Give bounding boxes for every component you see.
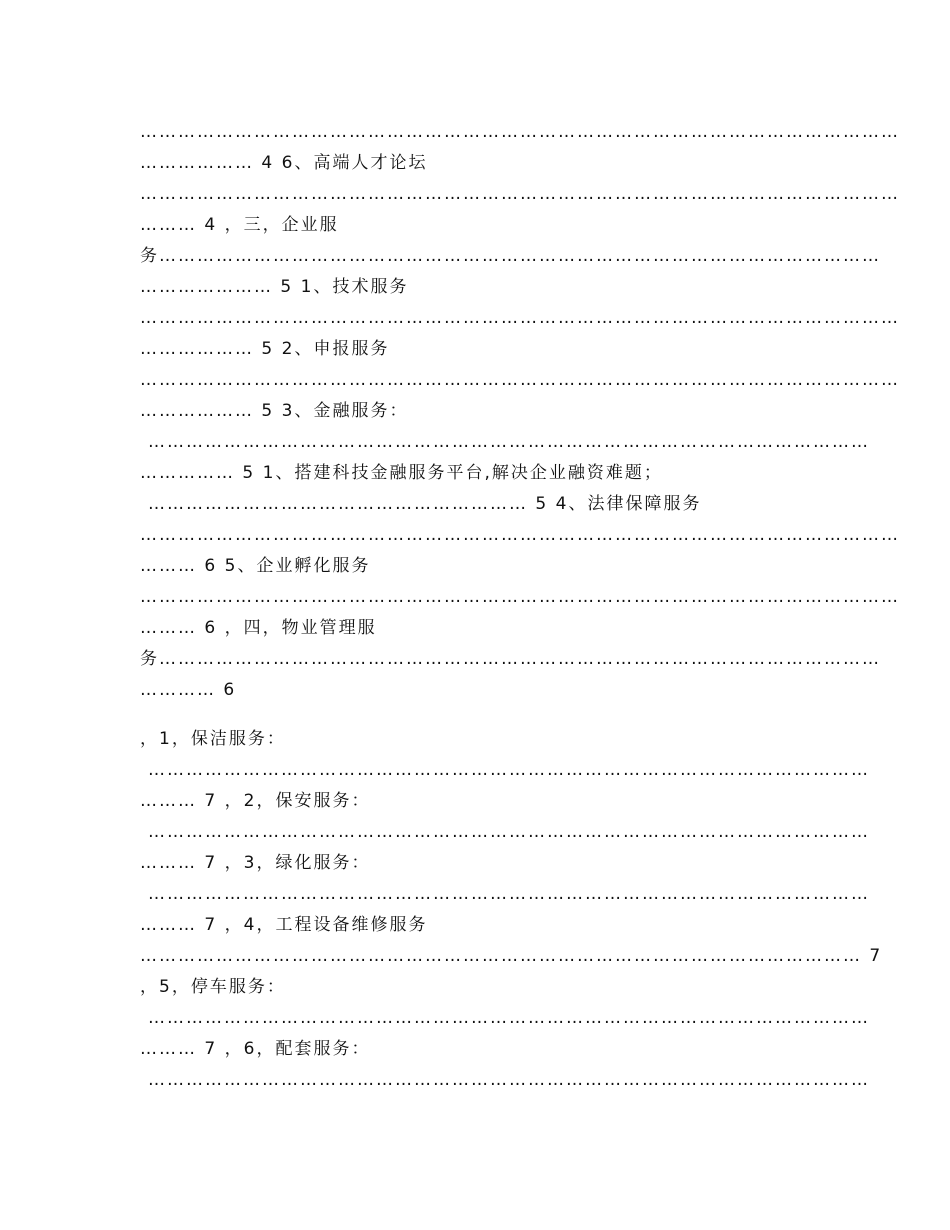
toc-line: ………………… 5 1、技术服务 (140, 277, 409, 297)
toc-line: ，5，停车服务： (140, 977, 286, 997)
toc-line: ……… 7 ，4，工程设备维修服务 (140, 915, 428, 935)
toc-line: ………………………………………………………………………………………………………… (140, 184, 900, 204)
toc-line: ……………… 4 6、高端人才论坛 (140, 153, 428, 173)
toc-line: ……………… 5 2、申报服务 (140, 339, 390, 359)
toc-line: ……… 7 ，2，保安服务： (140, 791, 371, 811)
toc-line: …………… 5 1、搭建科技金融服务平台,解决企业融资难题； (140, 463, 663, 483)
toc-line: …………………………………………………………………………………………………… (148, 1008, 870, 1028)
table-of-contents (140, 117, 900, 1096)
toc-line: ……… 6 ，四，物业管理服 (140, 618, 377, 638)
toc-line: …………………………………………………………………………………………………… 7 (140, 946, 883, 966)
toc-line: ，1，保洁服务： (140, 729, 286, 749)
toc-line: ………………………………………………………………………………………………………… (140, 525, 900, 545)
toc-line: …………………………………………………… 5 4、法律保障服务 (148, 494, 702, 514)
toc-line: ……… 7 ，6，配套服务： (140, 1039, 371, 1059)
toc-line: ……… 7 ，3，绿化服务： (140, 853, 371, 873)
toc-line: 务…………………………………………………………………………………………………… (140, 246, 881, 266)
toc-line: …………………………………………………………………………………………………… (148, 432, 870, 452)
toc-line: …………………………………………………………………………………………………… (148, 1070, 870, 1090)
toc-line: ………………………………………………………………………………………………………… (140, 122, 900, 142)
toc-line: …………………………………………………………………………………………………… (148, 760, 870, 780)
toc-line: ………………………………………………………………………………………………………… (140, 308, 900, 328)
toc-line: …………………………………………………………………………………………………… (148, 884, 870, 904)
toc-line: ………………………………………………………………………………………………………… (140, 587, 900, 607)
toc-line: ……… 4 ，三，企业服 (140, 215, 339, 235)
toc-line: …………………………………………………………………………………………………… (148, 822, 870, 842)
toc-line: ……………… 5 3、金融服务： (140, 401, 409, 421)
toc-line: ……… 6 5、企业孵化服务 (140, 556, 371, 576)
toc-line: ………… 6 (140, 680, 237, 700)
toc-line: ………………………………………………………………………………………………………… (140, 370, 900, 390)
toc-line: 务…………………………………………………………………………………………………… (140, 649, 881, 669)
